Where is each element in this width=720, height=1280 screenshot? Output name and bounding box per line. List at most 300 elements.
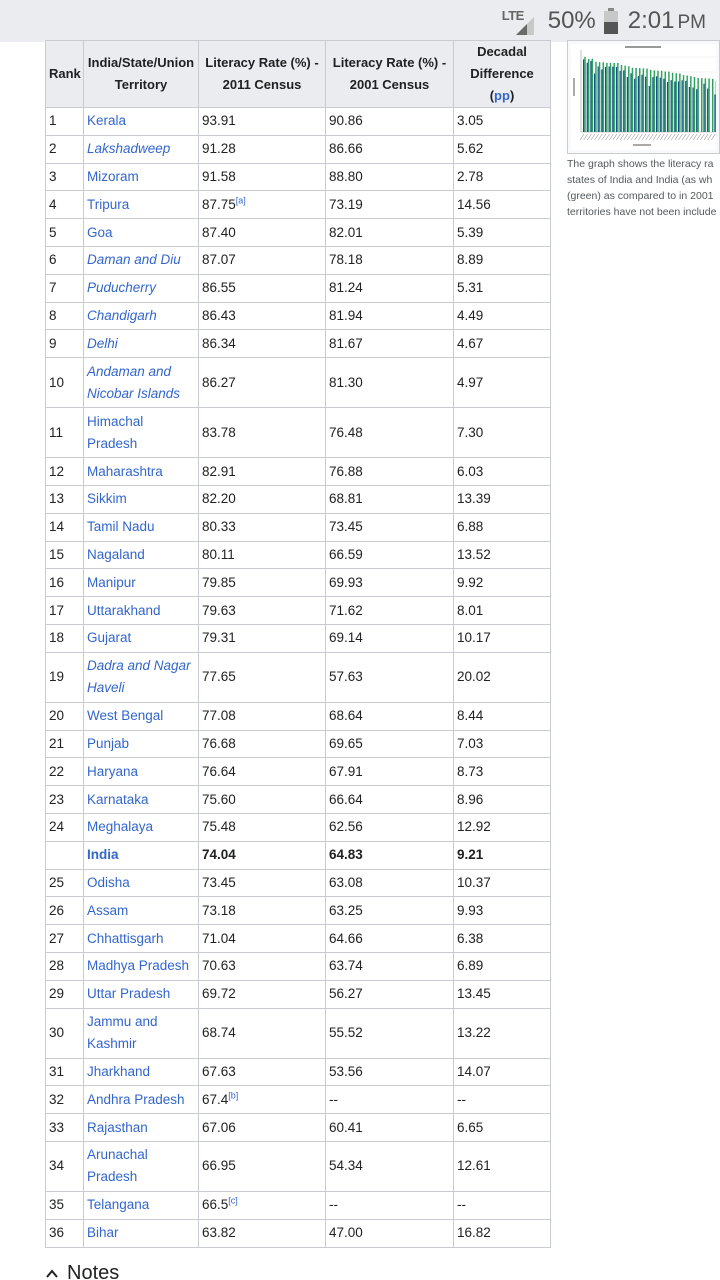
cell-rate-2001: 90.86: [326, 108, 454, 136]
cell-rate-2011: [199, 597, 326, 625]
state-link[interactable]: Sikkim: [87, 491, 127, 507]
chart-bar-2001: [609, 66, 610, 132]
cell-rate-2011: [199, 786, 326, 814]
cell-rank: 19: [46, 652, 84, 702]
cell-rank: 11: [46, 408, 84, 458]
chart-bar-2001: [682, 80, 683, 132]
chart-bar-2001: [616, 67, 617, 132]
cell-rate-2011: [199, 219, 326, 247]
rate-2011-value: 91.28: [202, 141, 236, 157]
state-link[interactable]: Delhi: [87, 335, 118, 351]
cell-rank: 30: [46, 1008, 84, 1058]
cell-rank: 34: [46, 1141, 84, 1191]
cell-decadal-difference: 4.67: [454, 330, 551, 358]
cell-rate-2001: 66.59: [326, 541, 454, 569]
cell-state: [84, 786, 199, 814]
chart-bar-2001: [660, 78, 661, 132]
table-row: [46, 925, 551, 953]
chart-bar-2011: [679, 73, 680, 132]
cell-rate-2011: [199, 980, 326, 1008]
rate-2011-value: 66.95: [202, 1158, 236, 1174]
chart-title-mark: [625, 46, 661, 48]
state-link[interactable]: Dadra and Nagar Haveli: [87, 658, 191, 696]
cell-decadal-difference: 9.92: [454, 569, 551, 597]
cell-rate-2011: [199, 925, 326, 953]
cell-rank: 31: [46, 1058, 84, 1086]
cell-rate-2011: [199, 485, 326, 513]
table-row: [46, 1219, 551, 1247]
table-row: [46, 869, 551, 897]
rate-2011-value: 79.85: [202, 574, 236, 590]
cell-rank: 12: [46, 458, 84, 486]
cell-rate-2001: 56.27: [326, 980, 454, 1008]
cell-decadal-difference: 5.31: [454, 274, 551, 302]
table-row-national: [46, 841, 551, 869]
state-link[interactable]: West Bengal: [87, 708, 164, 724]
lte-signal-icon: LTE: [502, 7, 534, 35]
cell-rate-2011: [199, 1191, 326, 1219]
cell-rate-2001: 47.00: [326, 1219, 454, 1247]
clock: 2:01 PM: [627, 7, 706, 34]
footnote-ref-link[interactable]: [b]: [228, 1090, 239, 1101]
cell-rate-2011: [199, 358, 326, 408]
cell-decadal-difference: 8.73: [454, 758, 551, 786]
state-link[interactable]: Maharashtra: [87, 463, 163, 479]
chart-bar-2001: [703, 84, 704, 132]
table-row: [46, 274, 551, 302]
table-row: [46, 485, 551, 513]
chart-bar-2011: [661, 71, 662, 132]
cell-rate-2011: [199, 952, 326, 980]
state-link[interactable]: Lakshadweep: [87, 141, 171, 157]
rate-2011-value: 86.34: [202, 335, 236, 351]
cell-state: [84, 163, 199, 191]
cell-decadal-difference: 7.30: [454, 408, 551, 458]
literacy-table: [45, 40, 551, 1248]
rate-2011-value: 91.58: [202, 168, 236, 184]
graph-caption: [567, 156, 720, 220]
cell-rate-2011: [199, 652, 326, 702]
cell-rate-2011: [199, 897, 326, 925]
cell-rate-2001: 63.25: [326, 897, 454, 925]
state-link[interactable]: Uttar Pradesh: [87, 986, 171, 1002]
table-body: [46, 108, 551, 1248]
table-row: [46, 980, 551, 1008]
rate-2011-value: 67.06: [202, 1119, 236, 1135]
cell-rank: 10: [46, 358, 84, 408]
state-link[interactable]: Chhattisgarh: [87, 930, 164, 946]
table-row: [46, 624, 551, 652]
table-row: [46, 358, 551, 408]
state-link[interactable]: Chandigarh: [87, 307, 157, 323]
cell-state: [84, 1114, 199, 1142]
literacy-graph-figure: [567, 40, 720, 220]
state-link[interactable]: Andaman and Nicobar Islands: [87, 363, 181, 401]
chart-bar-2011: [635, 68, 636, 132]
rate-2011-value: 86.55: [202, 280, 236, 296]
cell-state: [84, 702, 199, 730]
chart-bar-2011: [701, 78, 702, 132]
cell-rank: 1: [46, 108, 84, 136]
state-link[interactable]: Jharkhand: [87, 1063, 151, 1079]
chevron-up-icon: [45, 1267, 59, 1280]
chart-bar-2001: [590, 61, 591, 132]
cell-rate-2001: 57.63: [326, 652, 454, 702]
cell-state: [84, 1058, 199, 1086]
notes-section-header[interactable]: [45, 1262, 119, 1280]
cell-rank: 6: [46, 246, 84, 274]
state-link[interactable]: Assam: [87, 902, 129, 918]
chart-bar-2001: [638, 76, 639, 132]
caption-line: territories have not been include: [567, 206, 717, 218]
cell-rank: 5: [46, 219, 84, 247]
state-link[interactable]: Mizoram: [87, 168, 139, 184]
chart-bar-2011: [606, 63, 607, 132]
state-link[interactable]: Daman and Diu: [87, 252, 181, 268]
header-decadal-difference[interactable]: Decadal Difference (pp): [454, 41, 551, 108]
cell-rate-2011: [199, 108, 326, 136]
cell-decadal-difference: 13.52: [454, 541, 551, 569]
state-link[interactable]: Goa: [87, 224, 113, 240]
rate-2011-value: 67.4: [202, 1091, 229, 1107]
cell-rate-2001: 88.80: [326, 163, 454, 191]
chart-bar-2001: [623, 71, 624, 133]
header-rate-2011[interactable]: Literacy Rate (%) - 2011 Census: [199, 41, 326, 108]
cell-rate-2001: 64.66: [326, 925, 454, 953]
cell-decadal-difference: 4.49: [454, 302, 551, 330]
cell-rate-2001: 86.66: [326, 135, 454, 163]
state-link[interactable]: Gujarat: [87, 630, 132, 646]
state-link[interactable]: Telangana: [87, 1197, 150, 1213]
cell-decadal-difference: 6.65: [454, 1114, 551, 1142]
cell-rate-2011: [199, 1086, 326, 1114]
cell-state: [84, 624, 199, 652]
cell-rate-2001: 64.83: [326, 841, 454, 869]
chart-bar-2011: [603, 62, 604, 132]
cell-rate-2001: 73.19: [326, 191, 454, 219]
chart-bar-2001: [645, 77, 646, 132]
literacy-bar-chart-thumbnail: [571, 44, 716, 150]
cell-decadal-difference: --: [454, 1191, 551, 1219]
chart-bar-2001: [671, 80, 672, 132]
chart-bar-2011: [617, 63, 618, 132]
cell-state: [84, 980, 199, 1008]
cell-rank: 7: [46, 274, 84, 302]
cell-decadal-difference: 4.97: [454, 358, 551, 408]
state-link[interactable]: Haryana: [87, 763, 139, 779]
cell-state: [84, 485, 199, 513]
rate-2011-value: 79.63: [202, 602, 236, 618]
cell-rate-2001: --: [326, 1086, 454, 1114]
cell-rank: 27: [46, 925, 84, 953]
chart-bar-2011: [712, 79, 713, 132]
cell-decadal-difference: 6.89: [454, 952, 551, 980]
cell-rate-2011: [199, 730, 326, 758]
state-link[interactable]: Rajasthan: [87, 1119, 148, 1135]
chart-bar-2001: [612, 67, 613, 132]
cell-state: [84, 952, 199, 980]
chart-bar-2011: [657, 71, 658, 132]
rate-2011-value: 76.64: [202, 763, 236, 779]
cell-rate-2001: 69.65: [326, 730, 454, 758]
cell-state: [84, 219, 199, 247]
cell-decadal-difference: 20.02: [454, 652, 551, 702]
chart-bar-2001: [594, 73, 595, 132]
table-row: [46, 786, 551, 814]
chart-bar-2011: [624, 66, 625, 132]
cell-state: [84, 1141, 199, 1191]
literacy-graph-thumbnail[interactable]: [567, 40, 720, 154]
cell-rank: 14: [46, 513, 84, 541]
cell-decadal-difference: 5.39: [454, 219, 551, 247]
cell-decadal-difference: 3.05: [454, 108, 551, 136]
cell-rank: 4: [46, 191, 84, 219]
cell-rank: 13: [46, 485, 84, 513]
cell-rate-2011: [199, 191, 326, 219]
cell-rate-2011: [199, 869, 326, 897]
cell-rate-2001: 73.45: [326, 513, 454, 541]
chart-bar-2001: [692, 88, 693, 132]
table-row: [46, 302, 551, 330]
cell-rate-2011: [199, 541, 326, 569]
cell-rank: 8: [46, 302, 84, 330]
chart-bar-2001: [656, 76, 657, 132]
chart-bar-2001: [649, 86, 650, 132]
caption-line: The graph shows the literacy ra: [567, 158, 714, 170]
cell-decadal-difference: 6.38: [454, 925, 551, 953]
cell-rate-2011: [199, 1141, 326, 1191]
state-link[interactable]: India: [87, 847, 119, 863]
rate-2011-value: 86.43: [202, 307, 236, 323]
cell-decadal-difference: 8.89: [454, 246, 551, 274]
cell-decadal-difference: 12.61: [454, 1141, 551, 1191]
table-row: [46, 513, 551, 541]
state-link[interactable]: Kerala: [87, 113, 127, 129]
chart-bar-2011: [694, 77, 695, 132]
chart-bar-2011: [705, 78, 706, 132]
cell-rank: 26: [46, 897, 84, 925]
cell-rate-2001: 63.74: [326, 952, 454, 980]
chart-bar-2011: [639, 68, 640, 132]
chart-bar-2001: [689, 87, 690, 132]
cell-rate-2001: 67.91: [326, 758, 454, 786]
table-row: [46, 163, 551, 191]
cell-state: [84, 274, 199, 302]
cell-state: [84, 569, 199, 597]
cell-state: [84, 246, 199, 274]
chart-bar-2011: [621, 65, 622, 132]
state-link[interactable]: Tripura: [87, 196, 130, 212]
cell-decadal-difference: 2.78: [454, 163, 551, 191]
chart-bar-2001: [605, 67, 606, 132]
rate-2011-value: 87.75: [202, 196, 236, 212]
state-link[interactable]: Meghalaya: [87, 819, 154, 835]
chart-bar-2011: [654, 70, 655, 132]
rate-2011-value: 70.63: [202, 958, 236, 974]
cell-rank: 24: [46, 813, 84, 841]
chart-bar-2001: [641, 75, 642, 132]
notes-label: Notes: [67, 1262, 120, 1280]
table-row: [46, 1141, 551, 1191]
rate-2011-value: 68.74: [202, 1025, 236, 1041]
rate-2011-value: 86.27: [202, 374, 236, 390]
cell-rate-2001: 68.64: [326, 702, 454, 730]
footnote-ref-link[interactable]: [c]: [228, 1195, 238, 1206]
table-row: [46, 1114, 551, 1142]
state-link[interactable]: Karnataka: [87, 791, 149, 807]
cell-rate-2001: 81.67: [326, 330, 454, 358]
chart-bar-2001: [707, 89, 708, 132]
cell-rate-2011: [199, 274, 326, 302]
table-row: [46, 569, 551, 597]
battery-percent: 50%: [547, 7, 596, 34]
chart-bar-2001: [714, 94, 715, 132]
chart-bar-2001: [685, 81, 686, 132]
chart-bar-2001: [696, 89, 697, 132]
header-rate-2001[interactable]: Literacy Rate (%) - 2001 Census: [326, 41, 454, 108]
cell-rank: 20: [46, 702, 84, 730]
state-link[interactable]: Nagaland: [87, 546, 145, 562]
rate-2011-value: 82.91: [202, 463, 236, 479]
cell-rank: 28: [46, 952, 84, 980]
chart-bar-2001: [583, 59, 584, 132]
chart-bar-2001: [619, 71, 620, 132]
chart-bar-2011: [665, 72, 666, 132]
rate-2011-value: 87.40: [202, 224, 236, 240]
cell-state: [84, 1086, 199, 1114]
state-link[interactable]: Manipur: [87, 574, 136, 590]
status-bar: [0, 0, 720, 42]
state-link[interactable]: Tamil Nadu: [87, 519, 155, 535]
cell-rank: 33: [46, 1114, 84, 1142]
caption-line: (green) as compared to in 2001: [567, 190, 714, 202]
cell-state: [84, 513, 199, 541]
state-link[interactable]: Arunachal Pradesh: [87, 1147, 148, 1185]
chart-bar-2011: [643, 68, 644, 132]
rate-2011-value: 69.72: [202, 986, 236, 1002]
cell-rate-2001: 60.41: [326, 1114, 454, 1142]
table-row: [46, 541, 551, 569]
cell-rate-2011: [199, 330, 326, 358]
cell-decadal-difference: 5.62: [454, 135, 551, 163]
cell-rate-2011: [199, 841, 326, 869]
rate-2011-value: 73.18: [202, 902, 236, 918]
table-row: [46, 1008, 551, 1058]
cell-rate-2001: 63.08: [326, 869, 454, 897]
cell-rate-2011: [199, 813, 326, 841]
cell-decadal-difference: 10.17: [454, 624, 551, 652]
chart-bar-2001: [601, 69, 602, 132]
cell-rate-2011: [199, 1058, 326, 1086]
cell-decadal-difference: 9.21: [454, 841, 551, 869]
cell-decadal-difference: 7.03: [454, 730, 551, 758]
cell-rate-2011: [199, 702, 326, 730]
state-link[interactable]: Himachal Pradesh: [87, 413, 144, 451]
state-link[interactable]: Puducherry: [87, 280, 157, 296]
chart-bar-2001: [678, 81, 679, 132]
cell-rate-2001: 54.34: [326, 1141, 454, 1191]
cell-rank: 21: [46, 730, 84, 758]
table-row: [46, 702, 551, 730]
rate-2011-value: 74.04: [202, 847, 236, 863]
state-link[interactable]: Punjab: [87, 735, 130, 751]
chart-bar-2011: [595, 62, 596, 132]
cell-state: [84, 458, 199, 486]
cell-rate-2011: [199, 1008, 326, 1058]
cell-rank: 18: [46, 624, 84, 652]
cell-decadal-difference: 14.07: [454, 1058, 551, 1086]
cell-rank: 16: [46, 569, 84, 597]
cell-rate-2011: [199, 458, 326, 486]
cell-decadal-difference: 9.93: [454, 897, 551, 925]
cell-rate-2001: 76.88: [326, 458, 454, 486]
table-row: [46, 135, 551, 163]
rate-2011-value: 75.60: [202, 791, 236, 807]
chart-bar-2001: [598, 66, 599, 132]
cell-rate-2011: [199, 408, 326, 458]
header-rank[interactable]: Rank: [46, 41, 84, 108]
table-row: [46, 597, 551, 625]
cell-rank: 35: [46, 1191, 84, 1219]
pp-link[interactable]: pp: [494, 88, 510, 103]
table-row: [46, 246, 551, 274]
chart-bar-2001: [630, 73, 631, 132]
cell-state: [84, 897, 199, 925]
state-link[interactable]: Uttarakhand: [87, 602, 161, 618]
cell-state: [84, 541, 199, 569]
cell-rate-2001: 53.56: [326, 1058, 454, 1086]
rate-2011-value: 80.11: [202, 546, 235, 562]
cell-rate-2001: 69.93: [326, 569, 454, 597]
header-state[interactable]: India/State/Union Territory: [84, 41, 199, 108]
chart-bar-2011: [697, 78, 698, 132]
table-row: [46, 191, 551, 219]
cell-rate-2001: 82.01: [326, 219, 454, 247]
cell-rank: 15: [46, 541, 84, 569]
cell-decadal-difference: --: [454, 1086, 551, 1114]
cell-state: [84, 108, 199, 136]
state-link[interactable]: Odisha: [87, 874, 130, 890]
cell-rank: [46, 841, 84, 869]
chart-bar-2011: [668, 72, 669, 132]
state-link[interactable]: Andhra Pradesh: [87, 1091, 185, 1107]
rate-2011-value: 77.65: [202, 669, 236, 685]
table-row: [46, 897, 551, 925]
cell-rate-2001: 62.56: [326, 813, 454, 841]
footnote-ref-link[interactable]: [a]: [235, 195, 246, 206]
state-link[interactable]: Bihar: [87, 1225, 119, 1241]
cell-state: [84, 1008, 199, 1058]
chart-y-label-mark: [573, 78, 575, 96]
state-link[interactable]: Madhya Pradesh: [87, 958, 190, 974]
cell-rate-2001: 71.62: [326, 597, 454, 625]
cell-state: [84, 135, 199, 163]
cell-decadal-difference: 10.37: [454, 869, 551, 897]
chart-bar-2011: [632, 68, 633, 132]
cell-rank: 32: [46, 1086, 84, 1114]
state-link[interactable]: Jammu and Kashmir: [87, 1014, 158, 1052]
cell-state: [84, 330, 199, 358]
cell-state: [84, 925, 199, 953]
cell-rate-2011: [199, 1114, 326, 1142]
cell-decadal-difference: 8.96: [454, 786, 551, 814]
rate-2011-value: 63.82: [202, 1225, 236, 1241]
chart-x-label-mark: [633, 144, 651, 146]
cell-rank: 23: [46, 786, 84, 814]
rate-2011-value: 82.20: [202, 491, 236, 507]
chart-bar-2011: [650, 70, 651, 132]
cell-decadal-difference: 16.82: [454, 1219, 551, 1247]
